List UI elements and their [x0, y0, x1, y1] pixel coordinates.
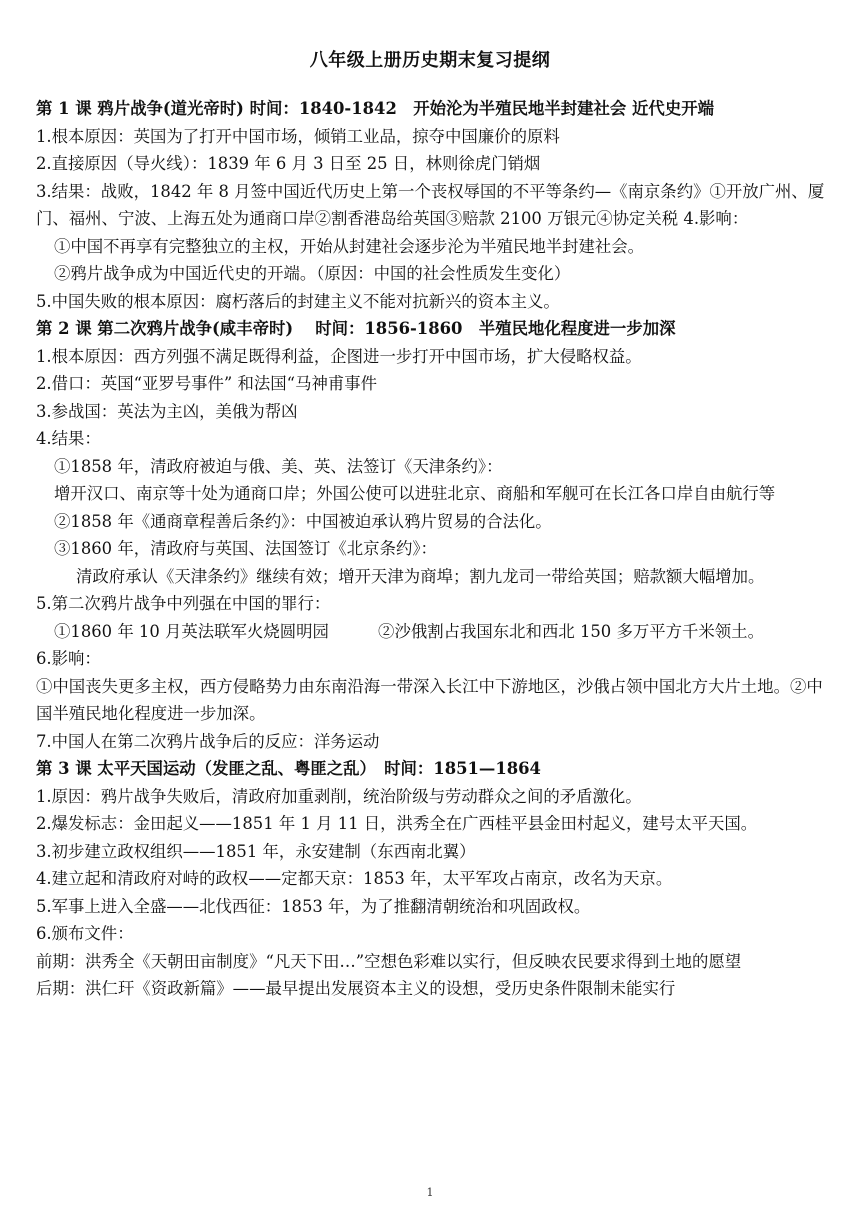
- paragraph-line: 2.爆发标志：金田起义——1851 年 1 月 11 日，洪秀全在广西桂平县金田村起义，建号太平天国。: [36, 814, 758, 833]
- paragraph-line: 2.借口：英国“亚罗号事件” 和法国“马神甫事件: [36, 374, 378, 393]
- page-number: 1: [426, 1186, 434, 1199]
- paragraph-line: 1.根本原因：英国为了打开中国市场，倾销工业品，掠夺中国廉价的原料: [36, 126, 560, 146]
- document-body: [36, 95, 828, 1003]
- paragraph-line: ②鸦片战争成为中国近代史的开端。（原因：中国的社会性质发生变化）: [54, 264, 571, 283]
- paragraph-line: ①中国不再享有完整独立的主权，开始从封建社会逐步沦为半殖民地半封建社会。: [54, 236, 645, 256]
- paragraph-line: 7.中国人在第二次鸦片战争后的反应：洋务运动: [36, 731, 380, 751]
- paragraph-line: 2.直接原因（导火线）：1839 年 6 月 3 日至 25 日，林则徐虎门销烟: [36, 154, 541, 173]
- paragraph-line: ①1858 年，清政府被迫与俄、美、英、法签订《天津条约》：: [54, 456, 503, 476]
- document-title: 八年级上册历史期末复习提纲: [309, 50, 551, 71]
- paragraph-line: 6.颁布文件：: [36, 924, 134, 943]
- paragraph-line: 后期：洪仁玕《资政新篇》——最早提出发展资本主义的设想，受历史条件限制未能实行: [36, 979, 676, 998]
- paragraph-line: 前期：洪秀全《天朝田亩制度》“凡天下田…”空想色彩难以实行，但反映农民要求得到土地的愿望: [36, 951, 742, 971]
- paragraph-line: 增开汉口、南京等十处为通商口岸；外国公使可以进驻北京、商船和军舰可在长江各口岸自由航行等: [54, 484, 776, 503]
- paragraph-line: 清政府承认《天津条约》继续有效；增开天津为商埠；割九龙司一带给英国；赔款额大幅增加。: [76, 566, 765, 586]
- paragraph-line: ③1860 年，清政府与英国、法国签订《北京条约》：: [54, 539, 437, 558]
- paragraph-line: 3.参战国：英法为主凶，美俄为帮凶: [36, 401, 298, 421]
- paragraph-line: 5.军事上进入全盛——北伐西征：1853 年，为了推翻清朝统治和巩固政权。: [36, 896, 591, 916]
- paragraph-line: 4.建立起和清政府对峙的政权——定都天京：1853 年，太平军攻占南京，改名为天京。: [36, 869, 673, 888]
- paragraph-line: 3.结果：战败，1842 年 8 月签中国近代历史上第一个丧权辱国的不平等条约—《南京条约》①开放广州、厦门、福州、宁波、上海五处为通商口岸②割香港岛给英国③赔款 2100 万银元④协定关税 4.影响：: [36, 181, 825, 228]
- paragraph-line: ②1858 年《通商章程善后条约》：中国被迫承认鸦片贸易的合法化。: [54, 511, 552, 531]
- lesson-2-heading: 第 2 课 第二次鸦片战争(咸丰帝时) 时间：1856-1860 半殖民地化程度进一步加深: [36, 319, 676, 338]
- lesson-3-heading: 第 3 课 太平天国运动（发匪之乱、粤匪之乱） 时间：1851—1864: [36, 759, 541, 778]
- paragraph-line: 6.影响：: [36, 649, 101, 668]
- paragraph-line: ①1860 年 10 月英法联军火烧圆明园 ②沙俄割占我国东北和西北 150 多万平方千米领土。: [54, 621, 764, 641]
- paragraph-line: 5.中国失败的根本原因：腐朽落后的封建主义不能对抗新兴的资本主义。: [36, 291, 560, 311]
- paragraph-line: ①中国丧失更多主权，西方侵略势力由东南沿海一带深入长江中下游地区，沙俄占领中国北方大片土地。②中国半殖民地化程度进一步加深。: [36, 676, 823, 723]
- paragraph-line: 1.根本原因：西方列强不满足既得利益，企图进一步打开中国市场，扩大侵略权益。: [36, 346, 642, 366]
- lesson-1-heading: 第 1 课 鸦片战争(道光帝时) 时间：1840-1842 开始沦为半殖民地半封建社会 近代史开端: [36, 99, 714, 118]
- paragraph-line: 4.结果：: [36, 429, 101, 448]
- paragraph-line: 1.原因：鸦片战争失败后，清政府加重剥削，统治阶级与劳动群众之间的矛盾激化。: [36, 786, 642, 806]
- paragraph-line: 5.第二次鸦片战争中列强在中国的罪行：: [36, 594, 331, 613]
- paragraph-line: 3.初步建立政权组织——1851 年，永安建制（东西南北翼）: [36, 841, 476, 861]
